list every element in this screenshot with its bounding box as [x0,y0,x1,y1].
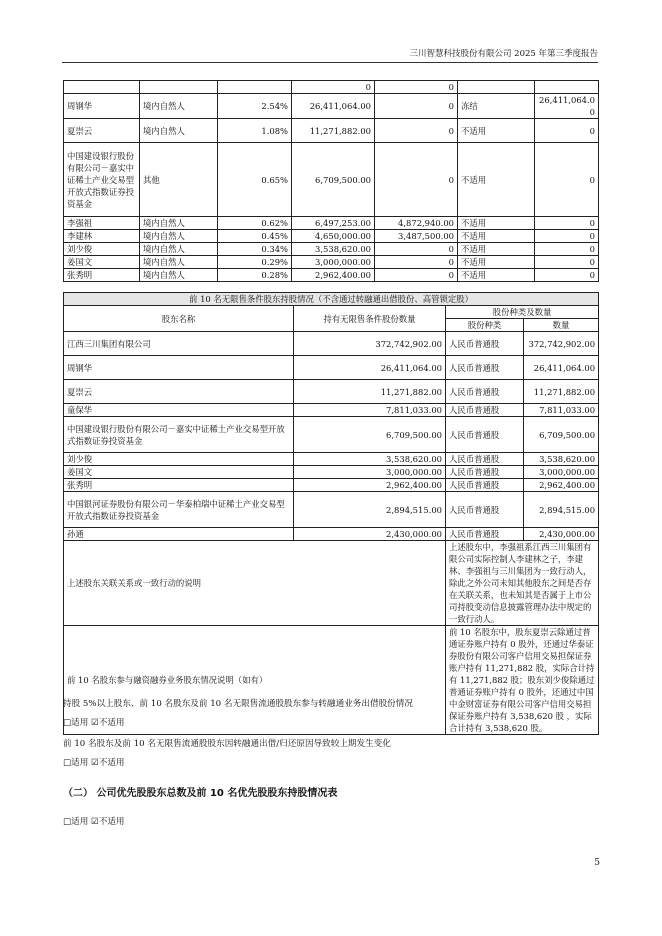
margin-label: 前 10 名股东参与融资融券业务股东情况说明（如有） [64,626,446,735]
cell-count: 372,742,902.00 [524,332,599,356]
cell-shares: 3,538,620.00 [292,243,375,256]
cell-qty: 2,894,515.00 [294,492,446,528]
page-number: 5 [594,858,600,868]
unrestricted-row [64,332,599,356]
top10-row [64,269,599,282]
top10-row [64,230,599,243]
cell-qty: 372,742,902.00 [294,332,446,356]
cell-name: 张秀明 [64,479,294,492]
cell-name: 夏崇云 [64,380,294,404]
cell-shares: 0 [292,81,375,94]
unrestricted-row [64,356,599,380]
cell-restricted: 0 [375,143,458,217]
cell-count: 26,411,064.00 [524,356,599,380]
cell-frozen: 0 [535,243,599,256]
applicability-checkbox-1: □适用 ☑不适用 [63,718,125,728]
cell-shares: 2,962,400.00 [292,269,375,282]
cell-pct: 0.28% [218,269,292,282]
cell-nature: 境内自然人 [140,119,218,143]
unrestricted-row [64,404,599,417]
note-change: 前 10 名股东及前 10 名无限售流通股股东因转融通出借/归还原因导致较上期发生变化 [63,739,391,749]
cell-pct: 0.62% [218,217,292,230]
cell-frozen: 0 [535,217,599,230]
cell-status: 不适用 [458,143,535,217]
cell-type: 人民币普通股 [446,404,524,417]
cell-status: 不适用 [458,243,535,256]
page-header [62,47,598,63]
cell-shares: 6,497,253.00 [292,217,375,230]
cell-nature: 境内自然人 [140,230,218,243]
cell-nature: 境内自然人 [140,269,218,282]
cell-name: 姜国文 [64,256,140,269]
cell-nature: 境内自然人 [140,243,218,256]
cell-name: 江西三川集团有限公司 [64,332,294,356]
cell-frozen: 0 [535,269,599,282]
cell-name: 中国建设银行股份有限公司－嘉实中证稀土产业交易型开放式指数证券投资基金 [64,143,140,217]
cell-name: 刘少俊 [64,243,140,256]
cell-qty: 3,538,620.00 [294,453,446,466]
cell-name: 周钢华 [64,94,140,119]
cell-type: 人民币普通股 [446,479,524,492]
cell-restricted: 0 [375,94,458,119]
cell-name: 中国银河证券股份有限公司－华泰柏瑞中证稀土产业交易型开放式指数证券投资基金 [64,492,294,528]
cell-name: 李建林 [64,230,140,243]
col-header-type-group: 股份种类及数量 [446,306,599,319]
cell-name: 夏崇云 [64,119,140,143]
cell-frozen: 26,411,064.00 [535,94,599,119]
margin-text: 前 10 名股东中，股东夏崇云除通过普通证券账户持有 0 股外，还通过华泰证券股份有限公司客户信用交易担保证券账户持有 11,271,882 股，实际合计持有 11,271,882 股；股东刘少俊除通过普通证券账户持有 0 股外，还通过中国中金财富证券有限公司客户信用交易担保证券账户持有 3,538,620 股 ，实际合计持有 3,538,620 股。 [446,626,599,735]
cell-qty: 7,811,033.00 [294,404,446,417]
cell-restricted: 0 [375,256,458,269]
cell-status: 不适用 [458,269,535,282]
cell-pct: 2.54% [218,94,292,119]
cell-name: 李强祖 [64,217,140,230]
cell-name: 中国建设银行股份有限公司－嘉实中证稀土产业交易型开放式指数证券投资基金 [64,417,294,453]
unrestricted-row [64,479,599,492]
unrestricted-row [64,492,599,528]
header-title: 三川智慧科技股份有限公司 2025 年第三季度报告 [409,49,598,59]
cell-restricted: 3,487,500.00 [375,230,458,243]
cell-restricted: 0 [375,81,458,94]
cell-restricted: 4,872,940.00 [375,217,458,230]
cell-name [64,81,140,94]
cell-nature: 境内自然人 [140,217,218,230]
cell-nature [140,81,218,94]
top10-row [64,119,599,143]
cell-status: 不适用 [458,256,535,269]
cell-nature: 境内自然人 [140,94,218,119]
cell-type: 人民币普通股 [446,356,524,380]
cell-name: 姜国文 [64,466,294,479]
cell-restricted: 0 [375,119,458,143]
section-preferred-shares-heading: （二） 公司优先股股东总数及前 10 名优先股股东持股情况表 [63,788,338,799]
relation-text: 上述股东中，李强祖系江西三川集团有限公司实际控制人李建林之子，李建林、李强祖与三川集团为一致行动人，除此之外公司未知其他股东之间是否存在关联关系，也未知其是否属于上市公司持股变动信息披露管理办法中规定的一致行动人。 [446,541,599,626]
cell-count: 3,000,000.00 [524,466,599,479]
cell-qty: 3,000,000.00 [294,466,446,479]
cell-type: 人民币普通股 [446,417,524,453]
cell-type: 人民币普通股 [446,466,524,479]
unrestricted-row [64,466,599,479]
cell-shares: 4,650,000.00 [292,230,375,243]
cell-qty: 2,430,000.00 [294,528,446,541]
top10-row [64,217,599,230]
cell-name: 孙通 [64,528,294,541]
cell-pct [218,81,292,94]
cell-pct: 1.08% [218,119,292,143]
top10-shareholders-table [63,80,599,282]
cell-type: 人民币普通股 [446,453,524,466]
col-header-type: 股份种类 [446,319,524,332]
cell-name: 刘少俊 [64,453,294,466]
cell-count: 2,962,400.00 [524,479,599,492]
cell-nature: 其他 [140,143,218,217]
top10-row [64,94,599,119]
unrestricted-title: 前 10 名无限售条件股东持股情况（不含通过转融通出借股份、高管锁定股） [64,293,599,306]
cell-qty: 11,271,882.00 [294,380,446,404]
cell-frozen: 0 [535,143,599,217]
unrestricted-shareholders-table [63,292,599,735]
cell-frozen: 0 [535,119,599,143]
cell-count: 2,430,000.00 [524,528,599,541]
cell-restricted: 0 [375,269,458,282]
cell-name: 张秀明 [64,269,140,282]
cell-qty: 6,709,500.00 [294,417,446,453]
cell-pct: 0.34% [218,243,292,256]
applicability-checkbox-3: □适用 ☑不适用 [63,817,125,827]
cell-shares: 3,000,000.00 [292,256,375,269]
cell-count: 6,709,500.00 [524,417,599,453]
cell-type: 人民币普通股 [446,528,524,541]
col-header-count: 数量 [524,319,599,332]
col-header-qty: 持有无限售条件股份数量 [294,306,446,332]
cell-count: 11,271,882.00 [524,380,599,404]
cell-count: 2,894,515.00 [524,492,599,528]
cell-type: 人民币普通股 [446,380,524,404]
cell-frozen: 0 [535,256,599,269]
cell-shares: 6,709,500.00 [292,143,375,217]
cell-count: 7,811,033.00 [524,404,599,417]
cell-name: 周钢华 [64,356,294,380]
cell-status: 不适用 [458,230,535,243]
cell-status: 冻结 [458,94,535,119]
col-header-name: 股东名称 [64,306,294,332]
applicability-checkbox-2: □适用 ☑不适用 [63,758,125,768]
cell-status [458,81,535,94]
relation-label: 上述股东关联关系或一致行动的说明 [64,541,446,626]
cell-nature: 境内自然人 [140,256,218,269]
cell-pct: 0.45% [218,230,292,243]
unrestricted-row [64,417,599,453]
cell-frozen [535,81,599,94]
note-lending: 持股 5%以上股东、前 10 名股东及前 10 名无限售流通股股东参与转融通业务出借股份情况 [63,699,413,709]
cell-qty: 2,962,400.00 [294,479,446,492]
cell-count: 3,538,620.00 [524,453,599,466]
cell-frozen: 0 [535,230,599,243]
unrestricted-row [64,380,599,404]
top10-row [64,256,599,269]
unrestricted-row [64,453,599,466]
cell-pct: 0.65% [218,143,292,217]
cell-type: 人民币普通股 [446,492,524,528]
cell-status: 不适用 [458,217,535,230]
top10-row [64,143,599,217]
top10-row [64,81,599,94]
cell-shares: 26,411,064.00 [292,94,375,119]
cell-pct: 0.29% [218,256,292,269]
cell-qty: 26,411,064.00 [294,356,446,380]
top10-row [64,243,599,256]
cell-type: 人民币普通股 [446,332,524,356]
cell-shares: 11,271,882.00 [292,119,375,143]
unrestricted-row [64,528,599,541]
cell-restricted: 0 [375,243,458,256]
cell-status: 不适用 [458,119,535,143]
cell-name: 童保华 [64,404,294,417]
